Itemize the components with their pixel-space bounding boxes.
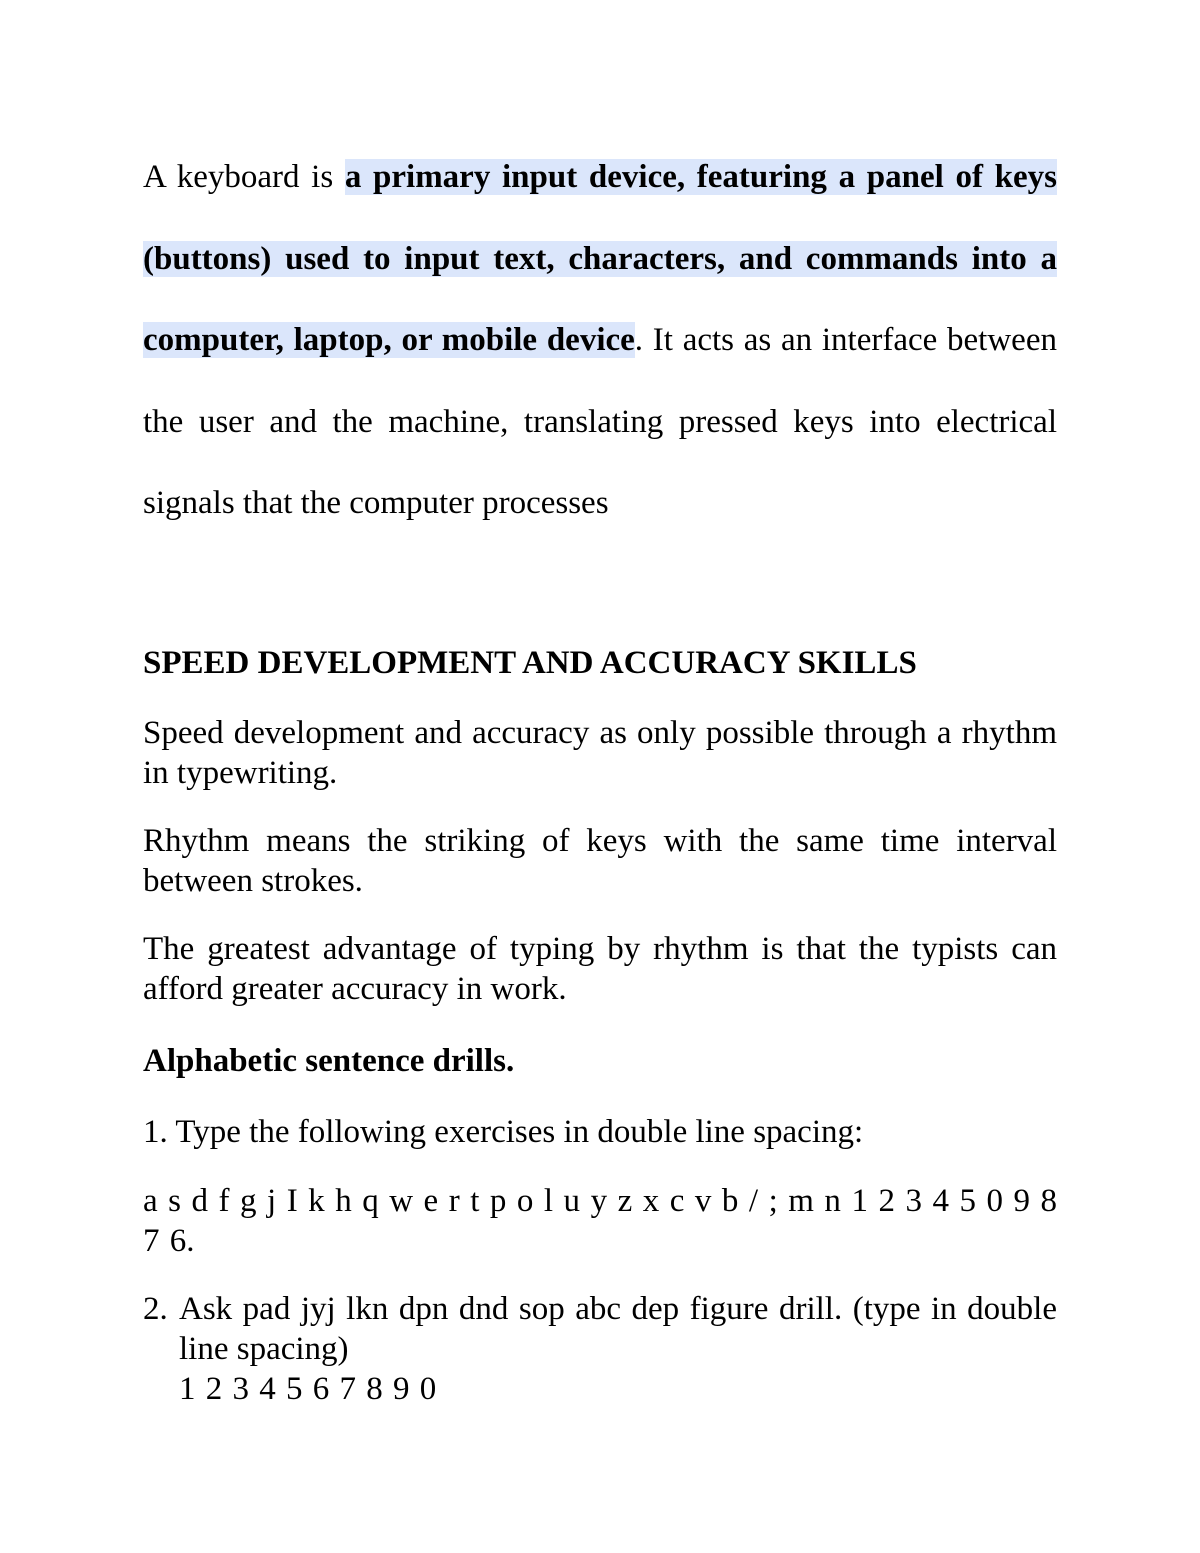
drill-item-1-text: Type the following exercises in double line spacing: bbox=[175, 1114, 864, 1150]
drill-keys-block bbox=[143, 1181, 1057, 1261]
drill-item-2-text: Ask pad jyj lkn dpn dnd sop abc dep figure drill. (type in double line spacing) bbox=[179, 1291, 1057, 1367]
paragraph-advantage: The greatest advantage of typing by rhythm is that the typists can afford greater accuracy in work. bbox=[143, 931, 1057, 1007]
intro-paragraph bbox=[143, 137, 1057, 545]
drill-keys-line-1: a s d f g j I k h q w e r t p o l u y z x c v b / ; m n 1 2 3 4 5 0 9 8 bbox=[143, 1183, 1057, 1219]
drill-item-1-number: 1. bbox=[143, 1114, 168, 1150]
drill-numbers-line: 1 2 3 4 5 6 7 8 9 0 bbox=[179, 1371, 437, 1407]
paragraph-rhythm: Rhythm means the striking of keys with the same time interval between strokes. bbox=[143, 823, 1057, 899]
drills-heading: Alphabetic sentence drills. bbox=[143, 1043, 515, 1079]
intro-rest: . It acts as an interface between the user and the machine, translating pressed keys into electrical signals that the computer processes bbox=[143, 322, 1057, 521]
drill-item-2-number: 2. bbox=[143, 1291, 168, 1327]
drill-keys-line-2: 7 6. bbox=[143, 1223, 195, 1259]
paragraph-speed: Speed development and accuracy as only possible through a rhythm in typewriting. bbox=[143, 715, 1057, 791]
section-heading: SPEED DEVELOPMENT AND ACCURACY SKILLS bbox=[143, 645, 917, 681]
intro-highlighted-text[interactable]: a primary input device, featuring a panel of keys (buttons) used to input text, characters, and commands into a computer, laptop, or mobile device bbox=[143, 159, 1057, 358]
drill-item-1 bbox=[143, 1112, 1057, 1152]
intro-lead: A keyboard is bbox=[143, 159, 345, 195]
drill-item-2 bbox=[143, 1289, 1057, 1409]
